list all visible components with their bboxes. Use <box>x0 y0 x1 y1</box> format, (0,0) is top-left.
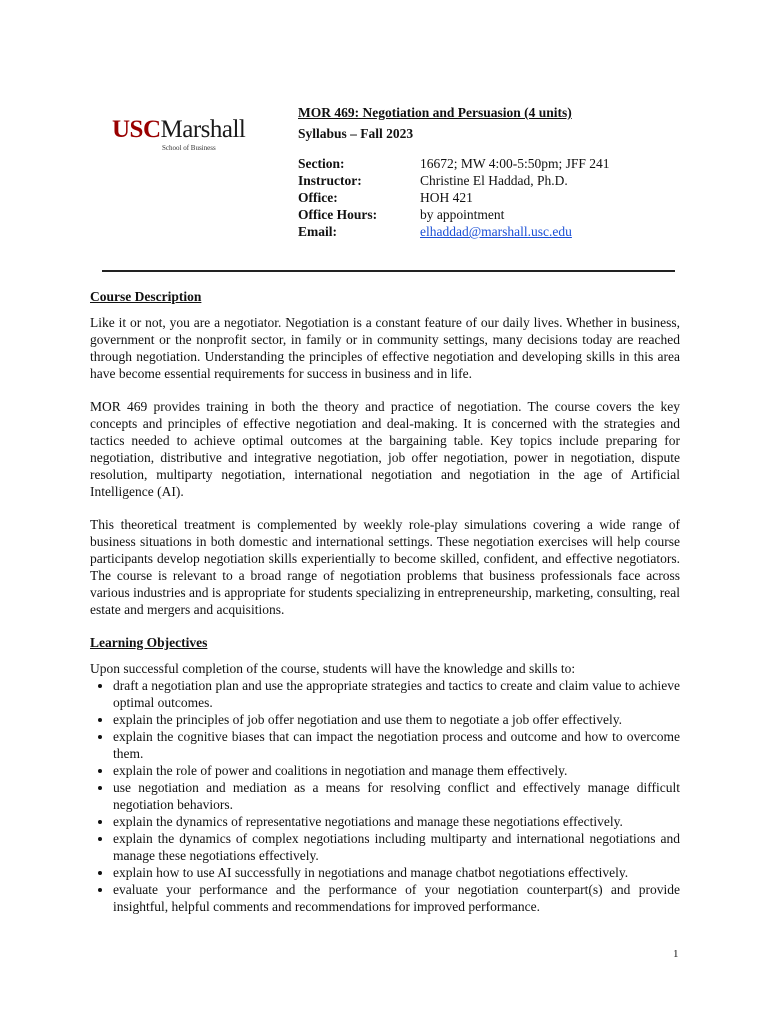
syllabus-header <box>298 104 610 240</box>
usc-marshall-logo <box>112 117 245 152</box>
info-label: Office Hours: <box>298 207 378 222</box>
syllabus-body <box>90 288 680 915</box>
course-info <box>298 155 610 240</box>
info-row-section <box>298 155 610 172</box>
logo-subtitle: School of Business <box>162 144 216 152</box>
description-paragraph: MOR 469 provides training in both the theory and practice of negotiation. The course covers the key concepts and principles of effective negotiation and deal-making. It is concerned with the strategies and tactics needed to achieve optimal outcomes at the bargaining table. Key topics include preparing for negotiation, distributive and integrative negotiation, job offer negotiation, power in negotiation, dispute resolution, multiparty negotiation, international negotiation and negotiation in the age of Artificial Intelligence (AI). <box>90 399 680 499</box>
info-label: Instructor: <box>298 173 362 188</box>
list-item: • explain the principles of job offer negotiation and use them to negotiate a job offer effectively. <box>113 711 680 728</box>
logo-wordmark <box>112 117 245 143</box>
list-item: • explain the dynamics of complex negotiations including multiparty and international negotiations and manage these negotiations effectively. <box>113 830 680 864</box>
info-value: by appointment <box>420 207 505 222</box>
page-number: 1 <box>673 948 679 960</box>
info-row-office <box>298 189 610 206</box>
objectives-intro: Upon successful completion of the course, students will have the knowledge and skills to: <box>90 661 576 676</box>
objectives-list <box>90 677 680 915</box>
logo-marshall-text: Marshall <box>160 116 246 143</box>
logo-usc-text: USC <box>112 116 161 143</box>
list-item: • explain the cognitive biases that can impact the negotiation process and outcome and how to overcome them. <box>113 728 680 762</box>
list-item: • explain the dynamics of representative negotiations and manage these negotiations effectively. <box>113 813 680 830</box>
course-title: MOR 469: Negotiation and Persuasion (4 units) <box>298 105 572 120</box>
info-value: HOH 421 <box>420 190 473 205</box>
list-item: • explain the role of power and coalitions in negotiation and manage them effectively. <box>113 762 680 779</box>
info-row-instructor <box>298 172 610 189</box>
info-value: 16672; MW 4:00-5:50pm; JFF 241 <box>420 156 610 171</box>
list-item: • draft a negotiation plan and use the appropriate strategies and tactics to create and claim value to achieve optimal outcomes. <box>113 677 680 711</box>
info-row-office-hours <box>298 206 610 223</box>
syllabus-term: Syllabus – Fall 2023 <box>298 126 414 141</box>
list-item: • use negotiation and mediation as a means for resolving conflict and effectively manage difficult negotiation behaviors. <box>113 779 680 813</box>
learning-objectives-heading: Learning Objectives <box>90 635 208 650</box>
info-value: Christine El Haddad, Ph.D. <box>420 173 568 188</box>
description-paragraph: Like it or not, you are a negotiator. Negotiation is a constant feature of our daily lives. Whether in business, government or the nonprofit sector, in family or in community settings, many decisions today are reached through negotiation. Understanding the principles of effective negotiation and developing skills in this area have become essential requirements for success in business and in life. <box>90 315 680 381</box>
description-paragraph: This theoretical treatment is complemented by weekly role-play simulations covering a wide range of business situations in both domestic and international settings. These negotiation exercises will help course participants develop negotiation skills experientially to become skilled, confident, and effective negotiators. The course is relevant to a broad range of negotiation problems that business professionals face across various industries and is appropriate for students specializing in entrepreneurship, marketing, consulting, real estate and mergers and acquisitions. <box>90 517 680 617</box>
info-label: Office: <box>298 190 338 205</box>
info-label: Section: <box>298 156 345 171</box>
course-description-heading: Course Description <box>90 289 202 304</box>
header-divider <box>102 270 675 272</box>
email-link[interactable]: elhaddad@marshall.usc.edu <box>420 224 572 239</box>
list-item: • evaluate your performance and the performance of your negotiation counterpart(s) and provide insightful, helpful comments and recommendations for improved performance. <box>113 881 680 915</box>
list-item: • explain how to use AI successfully in negotiations and manage chatbot negotiations effectively. <box>113 864 680 881</box>
info-label: Email: <box>298 224 337 239</box>
info-row-email <box>298 223 610 240</box>
